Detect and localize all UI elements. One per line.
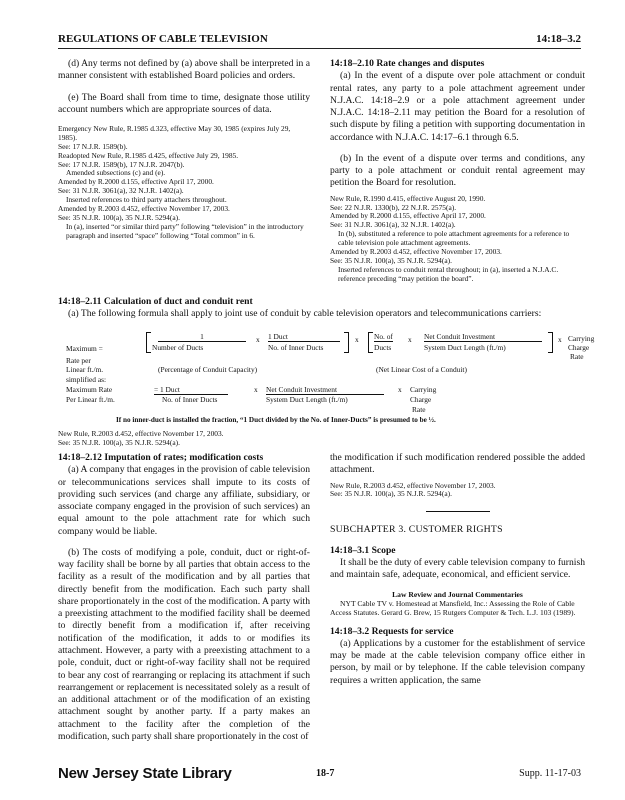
para-b-2-10: (b) In the event of a dispute over terms and conditions, any party to a pole attachment or conduit rental agreement may petition the Board for resolution. xyxy=(330,152,585,189)
para-e: (e) The Board shall from time to time, designate those utility account numbers which are appropriate sources of data. xyxy=(58,91,310,115)
para-b-2-12: (b) The costs of modifying a pole, conduit, duct or right-of-way facility shall be borne by all parties that obtain access to the facility as a result of the modification and by all parties that directly benefit from the modification. Each such party shall share proportionately in the cost of the modification. A party with a preexisting attachment to the modified facility shall be deemed to directly benefit from a modification if, after receiving notification of the modification, it adds to or modifies its attachment. However, a party with a preexisting attachment to a pole, conduit, duct or right-of-way facility shall not be required to bear any cost of rearranging or replacing its attachment if such rearrangement or replacement is necessitated solely as a result of an additional attachment or of the modification of an existing attachment sought by another party. If a party makes an attachment to the facility after the completion of the modification, such party shall share proportionately in the cost of xyxy=(58,546,310,742)
history-note-2-12: New Rule, R.2003 d.452, effective November 17, 2003. See: 35 N.J.R. 100(a), 35 N.J.R. 5294(a). xyxy=(330,480,496,499)
header-title: REGULATIONS OF CABLE TELEVISION xyxy=(58,33,268,45)
supplement-date: Supp. 11-17-03 xyxy=(519,768,581,779)
para-b-continued: the modification if such modification rendered possible the added attachment. xyxy=(330,452,585,476)
para-a-2-10: (a) In the event of a dispute over pole attachment or conduit rental rates, any party to a pole attachment agreement under N.J.A.C. 14:18–2.9 or a pole attachment agreement under N.J.A.C. 14:18–2.11 may petition the Board for a resolution of such dispute by filing a petition with supporting documentation in accordance with N.J.A.C. 14:17–6.1 through 6.5. xyxy=(330,70,585,143)
para-a-2-12: (a) A company that engages in the provision of cable television or telecommunications services shall impute to its costs of providing such services (and charge any affiliate, subsidiary, or associate company engaged in the provision of such services) an equal amount to the pole attachment rate for which such company would be liable. xyxy=(58,464,310,537)
section-heading-2-12: 14:18–2.12 Imputation of rates; modification costs xyxy=(58,452,264,463)
law-review-heading: Law Review and Journal Commentaries xyxy=(392,589,523,599)
section-heading-3-2: 14:18–3.2 Requests for service xyxy=(330,625,454,637)
para-d: (d) Any terms not defined by (a) above shall be interpreted in a manner consistent with established Board policies and orders. xyxy=(58,58,310,82)
right-top-column xyxy=(330,58,585,283)
bracket-left-1 xyxy=(146,332,151,353)
bracket-right-2 xyxy=(548,332,553,353)
section-heading-3-1: 14:18–3.1 Scope xyxy=(330,544,396,556)
bracket-left-2 xyxy=(368,332,373,353)
header-section: 14:18–3.2 xyxy=(536,33,581,45)
running-header xyxy=(58,33,581,49)
law-review-text: NYT Cable TV v. Homestead at Mansfield, Inc.: Assessing the Role of Cable Access Statutes. Gerard G. Brew, 15 Rutgers Computer & Tech. L.J. 103 (1989). xyxy=(330,599,576,618)
section-heading-2-10: 14:18–2.10 Rate changes and disputes xyxy=(330,58,485,69)
library-name: New Jersey State Library xyxy=(58,765,232,782)
left-top-column xyxy=(58,58,310,240)
conduit-rent-formula: Maximum = Rate per Linear ft./m. 1 Number of Ducts x 1 Duct No. of Inner Ducts x No. of Ducts x Net Conduit Investment System Duct Length (ft./m) x Carrying Charge Rate (Percentage of Conduit Capacity) (Net Linear Cost of a Conduit) simplified as: Maximum Rate Per Linear ft./m. = 1 Duct No. of Inner Ducts x Net Conduit Investment System Duct Length (ft./m) x Carrying Charge Rate If no inner-duct is installed the fraction, “1 Duct divided by the No. of Inner-Ducts” is presumed to be ½. xyxy=(66,332,595,424)
left-bottom-column xyxy=(58,452,310,743)
scope-text: It shall be the duty of every cable television company to furnish and maintain safe, adequate, economical, and efficient service. xyxy=(330,557,585,581)
section-heading-2-11: 14:18–2.11 Calculation of duct and conduit rent xyxy=(58,296,253,307)
para-a-2-11: (a) The following formula shall apply to joint use of conduit by cable television operators and telecommunications carriers: xyxy=(68,308,542,320)
history-note-2-10: New Rule, R.1990 d.415, effective August 20, 1990. See: 22 N.J.R. 1330(b), 22 N.J.R. 2575(a). Amended by R.2000 d.155, effective April 17, 2000. See: 31 N.J.R. 3061(a), 32 N.J.R. 1402(a). In (b), substituted a reference to pole attachment agreements for a reference to cable television pole attachment agreements. Amended by R.2003 d.452, effective November 17, 2003. See: 35 N.J.R. 100(a), 35 N.J.R. 5294(a). Inserted references to conduit rental throughout; in (a), inserted a N.J.A.C. reference preceding “may petition the board”. xyxy=(330,193,570,283)
section-2-11 xyxy=(58,296,585,321)
right-bottom-column xyxy=(330,452,585,687)
requests-text: (a) Applications by a customer for the establishment of service may be made at the cable television company office either in person, by mail or by telephone. If the cable television company requires a written application, the same xyxy=(330,637,585,686)
bracket-right-1 xyxy=(344,332,349,353)
history-note: Emergency New Rule, R.1985 d.323, effective May 30, 1985 (expires July 29, 1985). See: 17 N.J.R. 1589(b). Readopted New Rule, R.1985 d.425, effective July 29, 1985. See: 17 N.J.R. 1589(b), 17 N.J.R. 2047(b). Amended subsections (c) and (e). Amended by R.2000 d.155, effective April 17, 2000. See: 31 N.J.R. 3061(a), 32 N.J.R. 1402(a). Inserted references to third party attachers throughout. Amended by R.2003 d.452, effective November 17, 2003. See: 35 N.J.R. 100(a), 35 N.J.R. 5294(a). In (a), inserted “or similar third party” following “television” in the introductory paragraph and inserted “space” following “Total common” in 6. xyxy=(58,124,304,240)
history-note-2-11: New Rule, R.2003 d.452, effective November 17, 2003. See: 35 N.J.R. 100(a), 35 N.J.R. 5294(a). xyxy=(58,429,224,447)
formula-note: If no inner-duct is installed the fraction, “1 Duct divided by the No. of Inner-Ducts” is presumed to be ½. xyxy=(116,416,436,424)
subchapter-heading: SUBCHAPTER 3. CUSTOMER RIGHTS xyxy=(330,524,503,536)
page-number: 18-7 xyxy=(316,768,335,779)
